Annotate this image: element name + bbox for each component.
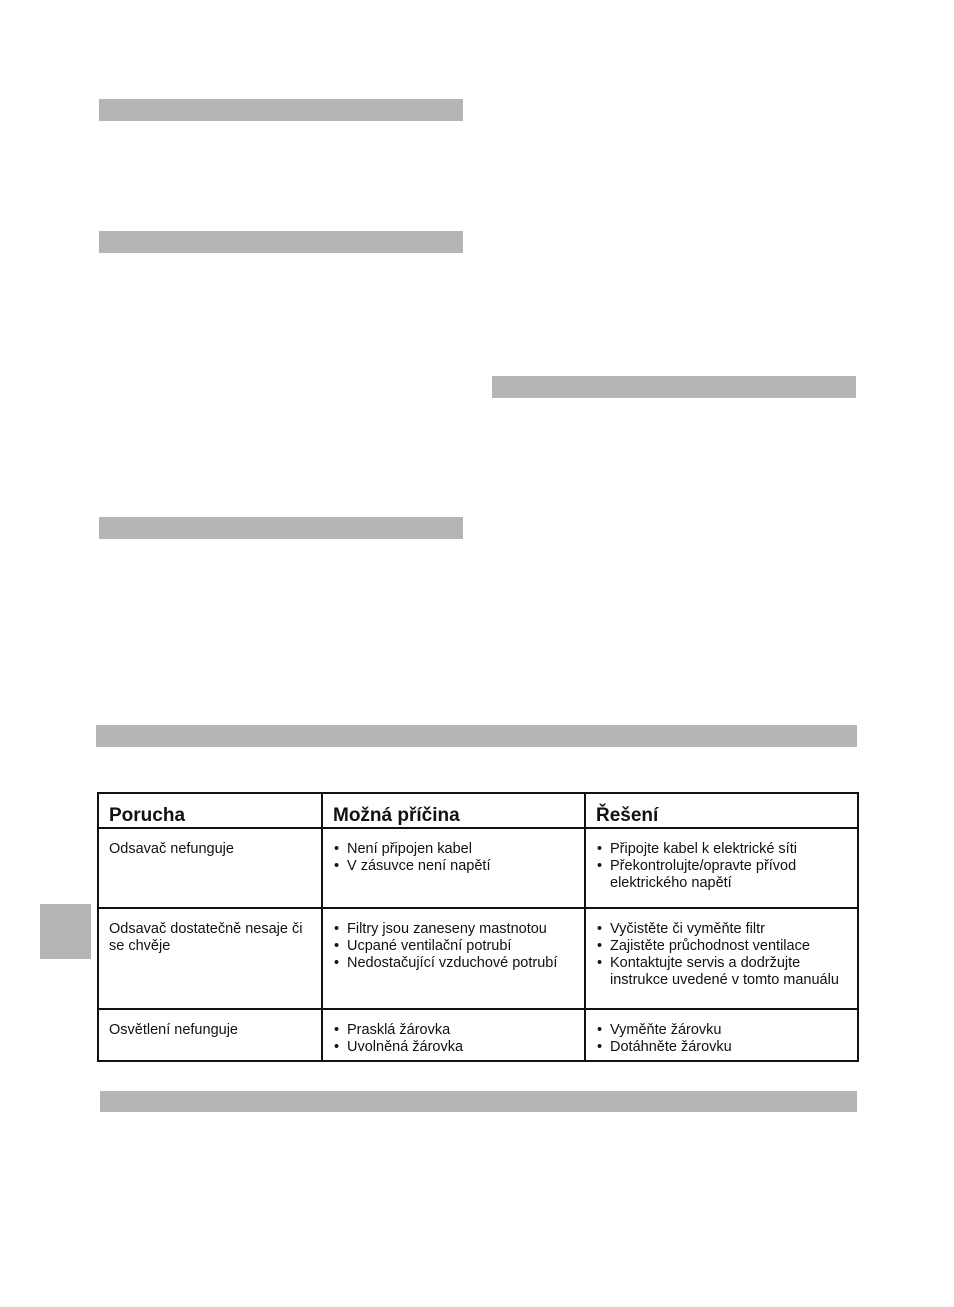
header-solution: Řešení [585,793,858,828]
section-header-bar-wide-1 [96,725,857,747]
list-item: • V zásuvce není napětí [333,858,574,875]
fault-cell: Odsavač dostatečně nesaje či se chvěje [98,908,322,1009]
cause-cell [322,908,585,1009]
list-item: • Vyčistěte či vyměňte filtr [596,921,847,938]
solution-cell [585,908,858,1009]
list-item: • Filtry jsou zaneseny mastnotou [333,921,574,938]
list-item: • Připojte kabel k elektrické síti [596,841,847,858]
table-row [98,1009,858,1061]
table-header-row [98,793,858,828]
table-row [98,908,858,1009]
list-item: • Prasklá žárovka [333,1022,574,1039]
header-fault: Porucha [98,793,322,828]
troubleshooting-table [97,792,859,1062]
list-item: • Není připojen kabel [333,841,574,858]
solution-cell [585,828,858,908]
cause-cell [322,828,585,908]
section-header-bar-wide-2 [100,1091,857,1112]
list-item: • Dotáhněte žárovku [596,1039,847,1056]
side-tab-marker [40,904,91,959]
section-header-bar-3 [492,376,856,398]
table-row [98,828,858,908]
list-item: • Vyměňte žárovku [596,1022,847,1039]
list-item: • Překontrolujte/opravte přívod elektrického napětí [596,858,847,892]
list-item: • Kontaktujte servis a dodržujte instrukce uvedené v tomto manuálu [596,955,847,989]
list-item: • Ucpané ventilační potrubí [333,938,574,955]
section-header-bar-2 [99,231,463,253]
section-header-bar-1 [99,99,463,121]
fault-cell: Odsavač nefunguje [98,828,322,908]
list-item: • Zajistěte průchodnost ventilace [596,938,847,955]
list-item: • Nedostačující vzduchové potrubí [333,955,574,972]
header-cause: Možná příčina [322,793,585,828]
cause-cell [322,1009,585,1061]
solution-cell [585,1009,858,1061]
list-item: • Uvolněná žárovka [333,1039,574,1056]
section-header-bar-4 [99,517,463,539]
fault-cell: Osvětlení nefunguje [98,1009,322,1061]
